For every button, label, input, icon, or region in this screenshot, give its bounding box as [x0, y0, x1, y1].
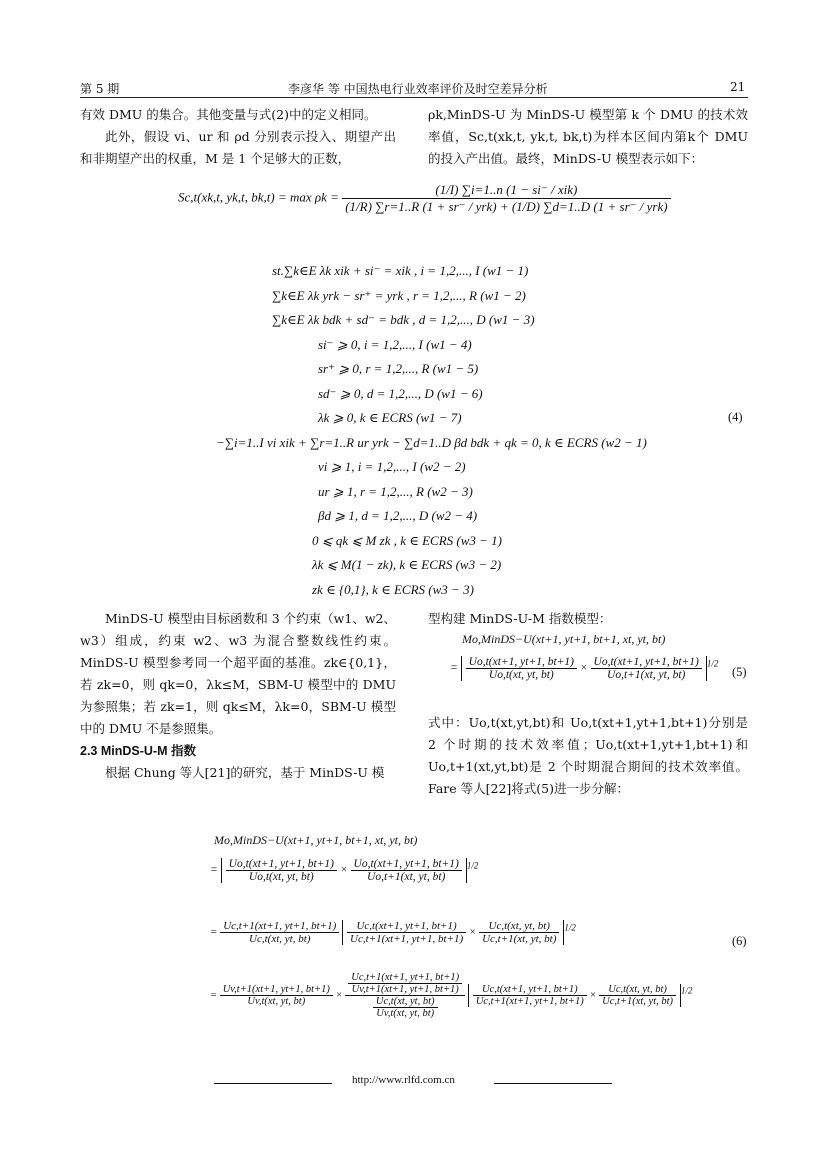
eq6-l4-bracket: $\frac{Uc,t(xt+1, yt+1, bt+1)}{Uc,t+1(xt+1, yt+1, bt+1)}$ × $\frac{Uc,t(xt, yt, bt)}{Uc,t+1(xt, yt, bt)}$ — [468, 984, 681, 1007]
eq6-l3-f1-num: Uc,t+1(xt+1, yt+1, bt+1) — [220, 920, 339, 933]
issue-label: 第 5 期 — [80, 82, 120, 96]
running-title: 李彦华 等 中国热电行业效率评价及时空差异分析 — [288, 82, 548, 96]
equation-6-line-3: = $\frac{Uc,t+1(xt+1, yt+1, bt+1)}{Uc,t(xt, yt, bt)}$ $\frac{Uc,t(xt+1, yt+1, bt+1)}{Uc,t+1(xt+1, yt+1, bt+1)}$ × $\frac{Uc,t(xt, yt, bt)}{Uc,t+1(xt, yt, bt)}$ $^{1/2}$ — [210, 920, 576, 945]
eq6-l4-f2-bot-num: Uc,t(xt, yt, bt) — [373, 996, 438, 1008]
eq6-l4-f2-bot-den: Uv,t(xt, yt, bt) — [376, 1008, 435, 1019]
footer-rule-left — [214, 1083, 332, 1084]
paragraph-chung: 根据 Chung 等人[21]的研究，基于 MinDS-U 模 — [105, 765, 385, 780]
eq5-f1-num: Uo,t(xt+1, yt+1, bt+1) — [466, 656, 577, 669]
equation-5-rhs: = $\frac{Uo,t(xt+1, yt+1, bt+1)}{Uo,t(xt, yt, bt)}$ × $\frac{Uo,t(xt+1, yt+1, bt+1)}{Uo,t+1(xt, yt, bt)}$ $^{1/2}$ — [450, 656, 719, 681]
eq6-l4-frac-3 — [473, 984, 587, 1007]
eq6-l4-f4-den: Uc,t+1(xt, yt, bt) — [602, 996, 674, 1007]
footer-rule-right — [494, 1083, 612, 1084]
eq6-l2-f2-den: Uo,t+1(xt, yt, bt) — [367, 871, 446, 883]
eq5-frac-2 — [591, 656, 702, 681]
eq6-l3-bracket: $\frac{Uc,t(xt+1, yt+1, bt+1)}{Uc,t+1(xt+1, yt+1, bt+1)}$ × $\frac{Uc,t(xt, yt, bt)}{Uc,t+1(xt, yt, bt)}$ — [342, 920, 564, 945]
constraint-w2-4: βd ⩾ 1, d = 1,2,..., D (w2 − 4) — [318, 508, 478, 523]
eq6-l2-exponent: 1/2 — [466, 860, 479, 871]
eq6-l3-frac-2 — [347, 920, 466, 945]
equation-5-bracket: $\frac{Uo,t(xt+1, yt+1, bt+1)}{Uo,t(xt, yt, bt)}$ × $\frac{Uo,t(xt+1, yt+1, bt+1)}{Uo,t+1(xt, yt, bt)}$ — [461, 656, 707, 681]
eq6-l3-frac-1 — [220, 920, 339, 945]
objective-denominator: (1/R) ∑r=1..R (1 + sr⁻ / yrk) + (1/D) ∑d=1..D (1 + sr⁻ / yrk) — [345, 199, 668, 214]
intro-line: 型构建 MinDS-U-M 指数模型： — [428, 611, 612, 626]
eq6-l2-frac-2 — [351, 858, 462, 883]
constraint-w1-6: sd⁻ ⩾ 0, d = 1,2,..., D (w1 − 6) — [318, 385, 483, 401]
constraint-w1-2: ∑k∈E λk yrk − sr⁺ = yrk , r = 1,2,..., R (w1 − 2) — [272, 287, 526, 303]
constraint-w2-3: ur ⩾ 1, r = 1,2,..., R (w2 − 3) — [318, 483, 473, 499]
eq5-f2-den: Uo,t+1(xt, yt, bt) — [607, 669, 686, 681]
equation-6-line-1: Mo,MinDS−U(xt+1, yt+1, bt+1, xt, yt, bt) — [214, 833, 418, 847]
constraint-w1-3: ∑k∈E λk bdk + sd⁻ = bdk , d = 1,2,..., D (w1 − 3) — [272, 312, 535, 327]
eq6-l2-frac-1 — [226, 858, 337, 883]
constraint-w1-1: st.∑k∈E λk xik + si⁻ = xik , i = 1,2,..., I (w1 − 1) — [272, 263, 529, 278]
eq6-l3-f2-num: Uc,t(xt+1, yt+1, bt+1) — [347, 920, 466, 933]
eq6-l4-f2-top-num: Uc,t+1(xt+1, yt+1, bt+1) — [348, 972, 462, 984]
equation-6-line-4: = $\frac{Uv,t+1(xt+1, yt+1, bt+1)}{Uv,t(xt, yt, bt)}$ × $\frac{\frac{Uc,t+1(xt+1, yt+1, bt+1)}{Uv,t+1(xt+1, yt+1, bt+1)}}{\frac{Uc,t(xt, yt, bt)}{Uv,t(xt, yt, bt)}}$ $\frac{Uc,t(xt+1, yt+1, bt+1)}{Uc,t+1(xt+1, yt+1, bt+1)}$ × $\frac{Uc,t(xt, yt, bt)}{Uc,t+1(xt, yt, bt)}$ $^{1/2}$ — [210, 972, 693, 1019]
paragraph-weights: 此外，假设 vi、ur 和 ρd 分别表示投入、期望产出和非期望产出的权重，M 是 1 个足够大的正数， — [80, 129, 396, 166]
constraint-w3-2: λk ⩽ M(1 − zk), k ∈ ECRS (w3 − 2) — [312, 557, 502, 572]
eq5-f2-num: Uo,t(xt+1, yt+1, bt+1) — [591, 656, 702, 669]
objective-fraction — [342, 182, 670, 215]
page-number: 21 — [730, 80, 746, 94]
top-right-text — [428, 104, 748, 170]
eq6-l3-exponent: 1/2 — [564, 922, 576, 933]
constraint-w1-5: sr⁺ ⩾ 0, r = 1,2,..., R (w1 − 5) — [318, 361, 479, 376]
eq6-l4-f3-den: Uc,t+1(xt+1, yt+1, bt+1) — [475, 996, 584, 1007]
equation-6-line-2: = $\frac{Uo,t(xt+1, yt+1, bt+1)}{Uo,t(xt, yt, bt)}$ × $\frac{Uo,t(xt+1, yt+1, bt+1)}{Uo,t+1(xt, yt, bt)}$ $^{1/2}$ — [210, 858, 479, 883]
mid-right-text — [428, 712, 748, 800]
equation-6-number: (6) — [732, 934, 747, 948]
eq6-l4-f2-top — [345, 972, 465, 996]
eq6-l4-f2-top-den: Uv,t+1(xt+1, yt+1, bt+1) — [351, 984, 459, 995]
eq6-l2-f2-num: Uo,t(xt+1, yt+1, bt+1) — [351, 858, 462, 871]
line-1: 有效 DMU 的集合。其他变量与式(2)中的定义相同。 — [80, 107, 377, 122]
paragraph-model: MinDS-U 模型由目标函数和 3 个约束（w1、w2、w3）组成，约束 w2、w3 为混合整数线性约束。MinDS-U 模型参考同一个超平面的基准。zk∈{0,1}，若 zk=0，则 qk=0，λk≤M，SBM-U 模型中的 DMU 为参照集；若 zk=1，则 qk≤M，λk=0，SBM-U 模型中的 DMU 不是参照集。 — [80, 611, 396, 736]
objective-left: Sc,t(xk,t, yk,t, bk,t) = max ρk = — [178, 189, 339, 205]
eq6-l3-f3-num: Uc,t(xt, yt, bt) — [479, 920, 559, 933]
equation-5-lhs: Mo,MinDS−U(xt+1, yt+1, bt+1, xt, yt, bt) — [462, 632, 666, 646]
eq6-l3-f2-den: Uc,t+1(xt+1, yt+1, bt+1) — [350, 933, 464, 945]
eq6-l4-frac-1 — [220, 984, 333, 1007]
constraint-w3-3: zk ∈ {0,1}, k ∈ ECRS (w3 − 3) — [312, 581, 474, 597]
mid-left-text — [80, 608, 396, 784]
eq6-l4-f4-num: Uc,t(xt, yt, bt) — [599, 984, 676, 996]
eq6-l4-f2-bottom — [345, 996, 465, 1019]
eq6-l2-f1-num: Uo,t(xt+1, yt+1, bt+1) — [226, 858, 337, 871]
footer-url[interactable]: http://www.rlfd.com.cn — [352, 1074, 455, 1086]
section-heading-2-3: 2.3 MinDS-U-M 指数 — [80, 744, 196, 758]
equation-4-number: (4) — [728, 410, 743, 424]
eq5-exponent: 1/2 — [706, 658, 719, 669]
constraint-w2-2: vi ⩾ 1, i = 1,2,..., I (w2 − 2) — [318, 459, 466, 474]
eq6-l4-frac-2 — [345, 972, 465, 1019]
eq6-l4-exponent: 1/2 — [681, 985, 693, 996]
eq6-l3-frac-3 — [479, 920, 559, 945]
eq6-l4-f3-num: Uc,t(xt+1, yt+1, bt+1) — [473, 984, 587, 996]
paragraph-where: 式中：Uo,t(xt,yt,bt)和 Uo,t(xt+1,yt+1,bt+1)分别是 2 个时期的技术效率值；Uo,t(xt+1,yt+1,bt+1)和 Uo,t+1(xt,yt,bt)是 2 个时期混合期间的技术效率值。Fare 等人[22]将式(5)进一步分解： — [428, 715, 748, 796]
eq6-l2-f1-den: Uo,t(xt, yt, bt) — [248, 871, 314, 883]
eq6-l2-bracket: $\frac{Uo,t(xt+1, yt+1, bt+1)}{Uo,t(xt, yt, bt)}$ × $\frac{Uo,t(xt+1, yt+1, bt+1)}{Uo,t+1(xt, yt, bt)}$ — [221, 858, 467, 883]
eq6-l3-f1-den: Uc,t(xt, yt, bt) — [249, 933, 311, 945]
constraint-w1-7: λk ⩾ 0, k ∈ ECRS (w1 − 7) — [318, 410, 462, 425]
header-rule — [80, 97, 748, 98]
eq6-l3-f3-den: Uc,t+1(xt, yt, bt) — [482, 933, 557, 945]
constraint-w2-1: −∑i=1..I vi xik + ∑r=1..R ur yrk − ∑d=1..D βd bdk + qk = 0, k ∈ ECRS (w2 − 1) — [216, 434, 647, 450]
constraint-w1-4: si⁻ ⩾ 0, i = 1,2,..., I (w1 − 4) — [318, 336, 472, 352]
paragraph-rho: ρk,MinDS-U 为 MinDS-U 模型第 k 个 DMU 的技术效率值，Sc,t(xk,t, yk,t, bk,t)为样本区间内第k个 DMU 的投入产出值。最终，MinDS-U 模型表示如下： — [428, 107, 748, 166]
eq6-l4-frac-4 — [599, 984, 676, 1007]
eq6-l4-f1-num: Uv,t+1(xt+1, yt+1, bt+1) — [220, 984, 333, 996]
equation-4-objective — [178, 182, 671, 215]
top-left-text — [80, 104, 396, 170]
mid-right-intro — [428, 608, 748, 630]
eq6-l4-f1-den: Uv,t(xt, yt, bt) — [247, 996, 306, 1007]
eq5-frac-1 — [466, 656, 577, 681]
objective-numerator: (1/I) ∑i=1..n (1 − si⁻ / xik) — [342, 182, 670, 199]
constraint-w3-1: 0 ⩽ qk ⩽ M zk , k ∈ ECRS (w3 − 1) — [312, 532, 503, 548]
equation-5-number: (5) — [732, 665, 747, 679]
eq5-f1-den: Uo,t(xt, yt, bt) — [488, 669, 554, 681]
equation-4-constraints — [216, 259, 647, 602]
